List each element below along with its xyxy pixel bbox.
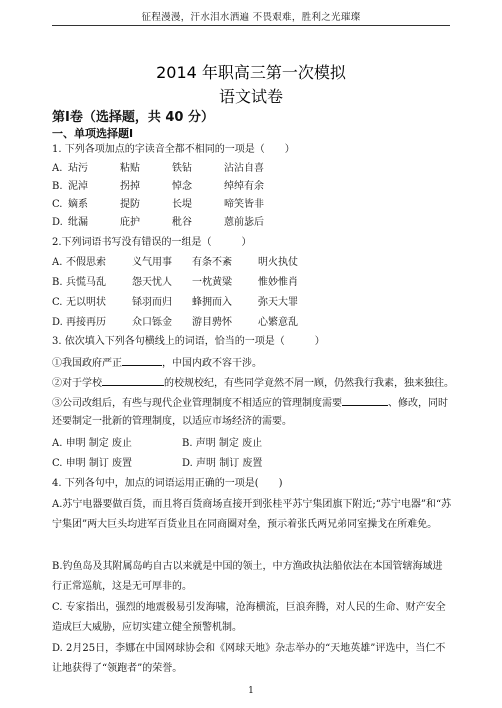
q3-stem: 3. 依次填入下列各句横线上的词语，恰当的一项是（ ） — [52, 336, 325, 347]
q1-stem: 1. 下列各项加点的字读音全都不相同的一项是（ ） — [52, 144, 295, 155]
header-motto: 征程漫漫，汗水泪水洒遍 不畏艰难，胜利之光璀璨 — [141, 12, 361, 23]
q3-blank-1 — [122, 355, 162, 366]
q3-blank-3 — [342, 395, 388, 406]
part-heading: 第Ⅰ卷（选择题，共 40 分） — [52, 110, 214, 125]
q3-sentence-1: ①我国政府严正 ，中国内政不容干涉。 — [52, 355, 262, 371]
q3-options-ab: A. 申明 制定 废止 B. 声明 制定 废止 — [52, 438, 263, 449]
q4-option-b: B.钓鱼岛及其附属岛屿自古以来就是中国的领土，中方渔政执法船依法在本国管辖海域进行正常巡航，这是无可厚非的。 — [52, 561, 443, 592]
q4-stem: 4. 下列各句中，加点的词语运用正确的一项是( ) — [52, 478, 283, 489]
page-number: 1 — [248, 686, 254, 696]
q1-option-a: A. 玷污 粘贴 铁钻 沾沾自喜 — [52, 163, 264, 174]
q3-sentence-2: ②对于学校 的校规校纪，有些同学竟然不屑一顾，仍然我行我素，独来独往。 — [52, 375, 454, 391]
q1-option-c: C. 嫡系 提防 长堤 啼笑皆非 — [52, 199, 264, 210]
q2-option-c: C. 无以明状 铩羽而归 蜂拥而入 弥天大罪 — [52, 297, 298, 308]
q3-options-cd: C. 申明 制订 废置 D. 声明 制订 废置 — [52, 458, 263, 469]
q1-option-b: B. 泥淖 拐掉 悼念 绰绰有余 — [52, 181, 264, 192]
exam-title: 2014 年职高三第一次模拟 — [156, 63, 346, 82]
q4-option-c: C. 专家指出，强烈的地震极易引发海啸，沧海横流，巨浪奔腾，对人民的生命、财产安全造成巨大威胁，应切实建立健全预警机制。 — [52, 602, 446, 633]
q2-option-d: D. 再接再历 众口铄金 游目骋怀 心繁意乱 — [52, 317, 298, 328]
q4-option-d: D. 2月25日，李娜在中国网球协会和《网球天地》杂志举办的“天地英雄”评选中，当仁不让地获得了“领跑者”的荣誉。 — [52, 643, 446, 674]
exam-subtitle: 语文试卷 — [218, 87, 283, 106]
q2-option-a: A. 不假思索 义气用事 有条不紊 明火执仗 — [52, 257, 298, 268]
q2-stem: 2.下列词语书写没有错误的一组是（ ） — [52, 237, 252, 248]
q3-blank-2 — [102, 375, 164, 386]
q2-option-b: B. 兵慌马乱 怨天忧人 一枕黄粱 惟妙惟肖 — [52, 277, 298, 288]
q3-sentence-3-cont: 还要制定一批新的管理制度，以适应市场经济的需要。 — [52, 416, 292, 427]
section-heading: 一、单项选择题Ⅰ — [52, 127, 134, 140]
q1-option-d: D. 纰漏 庇护 秕谷 蒽前毖后 — [52, 217, 264, 228]
header-rule — [52, 25, 450, 26]
q3-sentence-3: ③公司改组后，有些与现代企业管理制度不相适应的管理制度需要 、修改，同时 — [52, 395, 448, 411]
q4-option-a: A.苏宁电器要做百货，而且将百货商场直接开到张桂平苏宁集团旗下附近;“苏宁电器”和“苏宁集团”两大巨头均进军百货业且在同商圈对垒，预示着张氏两兄弟同室操戈在所难免。 — [52, 499, 452, 530]
